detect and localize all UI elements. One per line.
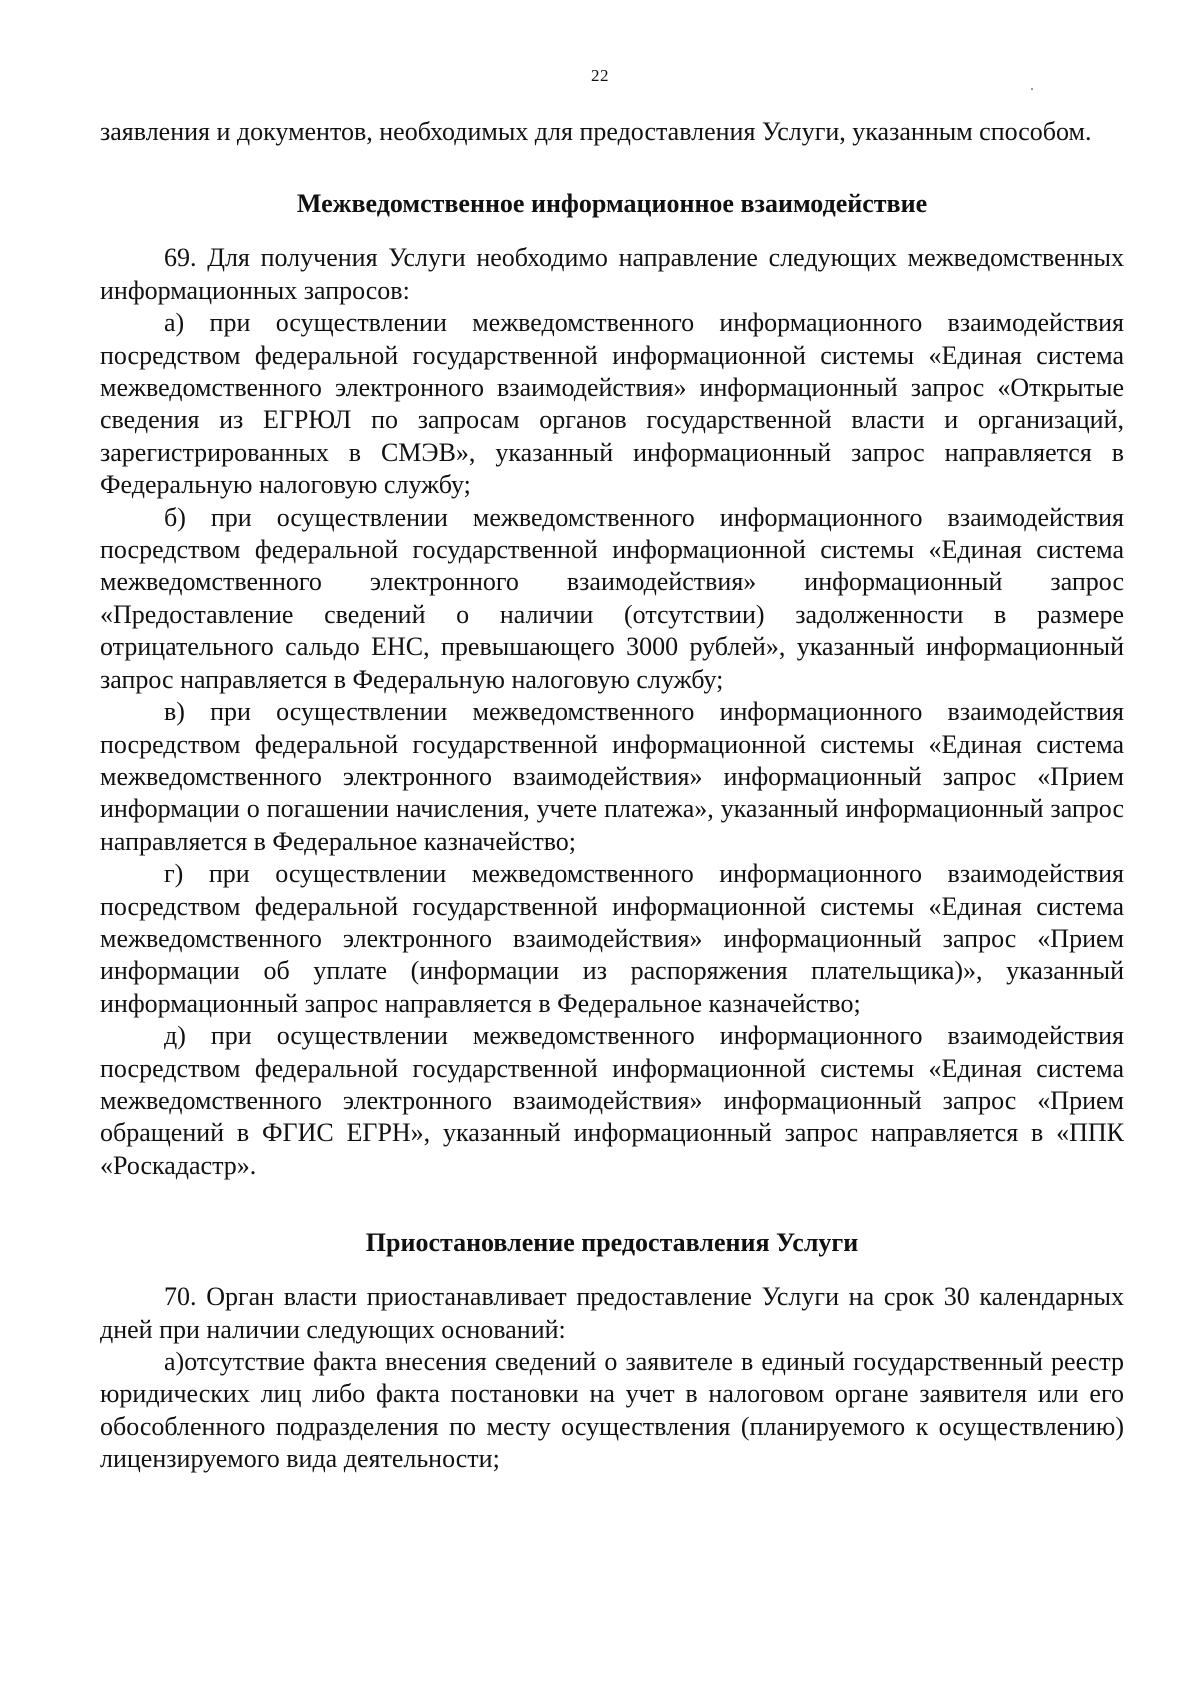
- document-body: [100, 116, 1124, 1476]
- item-a-egrul: а) при осуществлении межведомственного информационного взаимодействия посредством федеральной государственной информационной системы «Единая система межведомственного электронного взаимодействия» информационный запрос «Открытые сведения из ЕГРЮЛ по запросам органов государственной власти и организаций, зарегистрированных в СМЭВ», указанный информационный запрос направляется в Федеральную налоговую службу;: [100, 308, 1124, 500]
- item-g-treasury-order: г) при осуществлении межведомственного информационного взаимодействия посредством федеральной государственной информационной системы «Единая система межведомственного электронного взаимодействия» информационный запрос «Прием информации об уплате (информации из распоряжения плательщика)», указанный информационный запрос направляется в Федеральное казначейство;: [100, 859, 1124, 1018]
- section-heading-suspension: Приостановление предоставления Услуги: [365, 1228, 859, 1258]
- paragraph-70: 70. Орган власти приостанавливает предоставление Услуги на срок 30 календарных дней при наличии следующих оснований:: [100, 1282, 1124, 1344]
- section-heading-interagency: Межведомственное информационное взаимодействие: [296, 189, 928, 219]
- scan-speck: [1031, 88, 1033, 90]
- intro-paragraph: заявления и документов, необходимых для предоставления Услуги, указанным способом.: [100, 117, 1092, 146]
- item-v-treasury-payment: в) при осуществлении межведомственного информационного взаимодействия посредством федеральной государственной информационной системы «Единая система межведомственного электронного взаимодействия» информационный запрос «Прием информации о погашении начисления, учете платежа», указанный информационный запрос направляется в Федеральное казначейство;: [100, 697, 1124, 856]
- page-number: 22: [591, 66, 609, 85]
- paragraph-69: 69. Для получения Услуги необходимо направление следующих межведомственных информационных запросов:: [100, 243, 1124, 305]
- item-b-ens: б) при осуществлении межведомственного информационного взаимодействия посредством федеральной государственной информационной системы «Единая система межведомственного электронного взаимодействия» информационный запрос «Предоставление сведений о наличии (отсутствии) задолженности в размере отрицательного сальдо ЕНС, превышающего 3000 рублей», указанный информационный запрос направляется в Федеральную налоговую службу;: [100, 502, 1124, 694]
- item-d-egrn: д) при осуществлении межведомственного информационного взаимодействия посредством федеральной государственной информационной системы «Единая система межведомственного электронного взаимодействия» информационный запрос «Прием обращений в ФГИС ЕГРН», указанный информационный запрос направляется в «ППК «Роскадастр».: [100, 1021, 1124, 1180]
- item-a-no-registration: а)отсутствие факта внесения сведений о заявителе в единый государственный реестр юридических лиц либо факта постановки на учет в налоговом органе заявителя или его обособленного подразделения по месту осуществления (планируемого к осуществлению) лицензируемого вида деятельности;: [100, 1347, 1124, 1474]
